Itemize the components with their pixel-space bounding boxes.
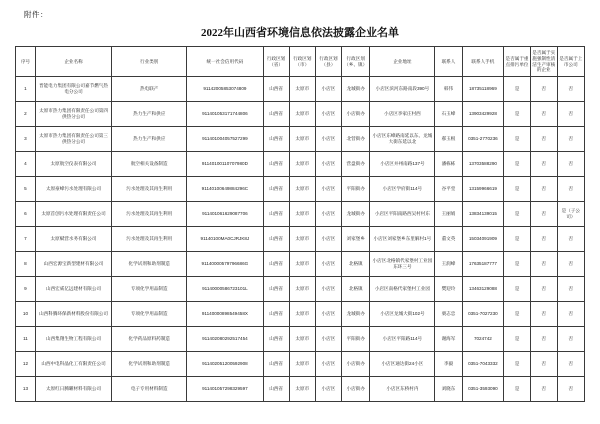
table-cell: 专项化学用品制造 xyxy=(112,277,187,302)
table-cell: 山西省 xyxy=(263,302,289,327)
table-cell: 平阳街办 xyxy=(342,327,370,352)
table-cell: 小店区 xyxy=(315,377,341,402)
table-cell: 17635187777 xyxy=(462,252,504,277)
table-cell: 11 xyxy=(16,327,36,352)
table-cell: 小店区李家庄村西 xyxy=(370,102,435,127)
table-cell: 太原市 xyxy=(289,377,315,402)
table-cell: 王丽娟 xyxy=(435,202,462,227)
table-cell: 911401004057527299 xyxy=(187,127,263,152)
table-cell: 911402080292517454 xyxy=(187,327,263,352)
table-cell: 小店区 xyxy=(315,177,341,202)
table-cell: 否 xyxy=(530,152,557,177)
table-cell: 是（子公司） xyxy=(557,202,584,227)
table-cell: 董文英 xyxy=(435,227,462,252)
table-cell: 否 xyxy=(557,327,584,352)
table-cell: 2 xyxy=(16,102,36,127)
table-cell: 刘家堡乡 xyxy=(342,227,370,252)
table-cell: 热力生产和供应 xyxy=(112,127,187,152)
table-cell: 91142005853074809 xyxy=(187,77,263,102)
table-cell: 是 xyxy=(504,352,531,377)
table-cell: 否 xyxy=(530,352,557,377)
table-cell: 太原首创污水处理有限责任公司 xyxy=(35,202,111,227)
table-cell: 龙城街办 xyxy=(342,77,370,102)
table-cell: 太原市 xyxy=(289,327,315,352)
table-cell: 0351-2770236 xyxy=(462,127,504,152)
table-cell: 山西省 xyxy=(263,227,289,252)
table-cell: 平阳街办 xyxy=(342,177,370,202)
table-cell: 否 xyxy=(557,252,584,277)
header-cell: 行政区划（县） xyxy=(315,47,341,77)
table-cell: 小店区南格代家堡村工业园 xyxy=(370,277,435,302)
table-cell: 1 xyxy=(16,77,36,102)
table-cell: 小店区 xyxy=(315,202,341,227)
header-cell: 是否属于实施强制性清洁生产审核的企业 xyxy=(530,47,557,77)
table-cell: 北格镇 xyxy=(342,277,370,302)
table-cell: 化学试剂和助剂制造 xyxy=(112,352,187,377)
table-cell: 太原市热力集团有限责任公司第四供热分公司 xyxy=(35,102,111,127)
table-header-row xyxy=(16,47,585,77)
table-cell: 是 xyxy=(504,302,531,327)
table-cell: 山西省 xyxy=(263,102,289,127)
table-cell: 6 xyxy=(16,202,36,227)
header-cell: 是否属于上市公司 xyxy=(557,47,584,77)
table-row xyxy=(16,152,585,177)
header-cell: 行政区划（乡、镇） xyxy=(342,47,370,77)
table-cell: 小店区学府街114号 xyxy=(370,177,435,202)
table-cell: 小店区 xyxy=(315,252,341,277)
table-cell: 否 xyxy=(530,202,557,227)
table-cell: 否 xyxy=(530,327,557,352)
table-cell: 0351-3593090 xyxy=(462,377,504,402)
table-cell: 太原市 xyxy=(289,227,315,252)
table-cell: 91140100649884296C xyxy=(187,177,263,202)
table-cell: 否 xyxy=(557,152,584,177)
table-cell: 太原航空仪表有限公司 xyxy=(35,152,111,177)
table-cell: 是 xyxy=(504,102,531,127)
table-cell: 否 xyxy=(530,227,557,252)
table-cell: 91140000898549458X xyxy=(187,302,263,327)
table-cell: 否 xyxy=(530,77,557,102)
table-cell: 91140000586723101L xyxy=(187,277,263,302)
table-cell: 太原市 xyxy=(289,152,315,177)
table-cell: 太原市 xyxy=(289,252,315,277)
table-cell: 太原市 xyxy=(289,277,315,302)
table-cell: 小店区龙城大街102号 xyxy=(370,302,435,327)
table-cell: 潘栋栋 xyxy=(435,152,462,177)
table-cell: 5 xyxy=(16,177,36,202)
table-cell: 小店区并州南路137号 xyxy=(370,152,435,177)
table-row xyxy=(16,102,585,127)
table-cell: 北营街办 xyxy=(342,127,370,152)
enterprise-table xyxy=(15,46,585,402)
attachment-label: 附件： xyxy=(24,10,48,19)
table-cell: 韩伟 xyxy=(435,77,462,102)
table-row xyxy=(16,352,585,377)
table-cell: 否 xyxy=(557,227,584,252)
enterprise-table-container xyxy=(15,46,585,402)
table-cell: 山西省 xyxy=(263,127,289,152)
header-cell: 行业类别 xyxy=(112,47,187,77)
table-cell: 山西省 xyxy=(263,77,289,102)
table-cell: 小店区 xyxy=(315,352,341,377)
table-cell: 13703588290 xyxy=(462,152,504,177)
table-cell: 否 xyxy=(530,177,557,202)
table-cell: 911401061629087706 xyxy=(187,202,263,227)
table-cell: 否 xyxy=(557,302,584,327)
table-cell: 否 xyxy=(530,377,557,402)
table-row xyxy=(16,302,585,327)
table-cell: 是 xyxy=(504,202,531,227)
table-row xyxy=(16,177,585,202)
table-cell: 专项化学用品制造 xyxy=(112,302,187,327)
table-cell: 太原市热力集团有限责任公司第三供热分公司 xyxy=(35,127,111,152)
table-cell: 山西省 xyxy=(263,152,289,177)
table-cell: 否 xyxy=(530,127,557,152)
table-cell: 山西宏源宝新型建材有限公司 xyxy=(35,252,111,277)
table-cell: 15034091909 xyxy=(462,227,504,252)
table-cell: 4 xyxy=(16,152,36,177)
table-cell: 91140000579796686G xyxy=(187,252,263,277)
table-cell: 小店区 xyxy=(315,127,341,152)
table-cell: 小店街办 xyxy=(342,102,370,127)
table-cell: 郝玉根 xyxy=(435,127,462,152)
table-cell: 小店区东桥村内 xyxy=(370,377,435,402)
table-cell: 小店区平阳路114号 xyxy=(370,327,435,352)
table-cell: 否 xyxy=(530,302,557,327)
table-cell: 化学药品原料药制造 xyxy=(112,327,187,352)
table-cell: 91140100110707980D xyxy=(187,152,263,177)
table-cell: 小店区滨河东路南段390号 xyxy=(370,77,435,102)
table-cell: 太原市 xyxy=(289,127,315,152)
header-cell: 序号 xyxy=(16,47,36,77)
table-row xyxy=(16,227,585,252)
table-cell: 13834139015 xyxy=(462,202,504,227)
table-cell: 911401057298329597 xyxy=(187,377,263,402)
table-cell: 8 xyxy=(16,252,36,277)
table-cell: 911402051200592908 xyxy=(187,352,263,377)
table-cell: 小店区 xyxy=(315,77,341,102)
table-cell: 是 xyxy=(504,127,531,152)
table-cell: 18735118969 xyxy=(462,77,504,102)
table-cell: 0351-7043332 xyxy=(462,352,504,377)
table-cell: 污水处理及其再生利用 xyxy=(112,177,187,202)
table-cell: 小店区 xyxy=(315,102,341,127)
table-cell: 小店街办 xyxy=(342,377,370,402)
table-cell: 山西省 xyxy=(263,177,289,202)
table-cell: 0351-7027230 xyxy=(462,302,504,327)
table-cell: 山西省 xyxy=(263,202,289,227)
table-cell: 13463129088 xyxy=(462,277,504,302)
table-cell: 龙城街办 xyxy=(342,302,370,327)
table-cell: 否 xyxy=(530,277,557,302)
table-cell: 小店区 xyxy=(315,302,341,327)
table-cell: 山西省 xyxy=(263,352,289,377)
table-row xyxy=(16,252,585,277)
table-cell: 山西省 xyxy=(263,277,289,302)
table-cell: 小店区北格镇代家堡村工业园东环三号 xyxy=(370,252,435,277)
header-cell: 联系人手机 xyxy=(462,47,504,77)
table-row xyxy=(16,77,585,102)
table-cell: 是 xyxy=(504,377,531,402)
table-cell: 否 xyxy=(557,177,584,202)
table-cell: 山西中电科晶化工有限责任公司 xyxy=(35,352,111,377)
table-cell: 太原市 xyxy=(289,77,315,102)
table-cell: 谷平堂 xyxy=(435,177,462,202)
table-cell: 山西省 xyxy=(263,252,289,277)
table-cell: 山西科腾环保新材料股份有限公司 xyxy=(35,302,111,327)
table-cell: 小店区刘家堡乡东里解村1号 xyxy=(370,227,435,252)
table-row xyxy=(16,377,585,402)
table-cell: 是 xyxy=(504,277,531,302)
table-cell: 911401053171744806 xyxy=(187,102,263,127)
table-cell: 9 xyxy=(16,277,36,302)
table-cell: 小店街办 xyxy=(342,352,370,377)
header-cell: 行政区划（市） xyxy=(289,47,315,77)
table-cell: 否 xyxy=(530,102,557,127)
table-cell: 是 xyxy=(504,227,531,252)
table-cell: 小店区 xyxy=(315,227,341,252)
table-cell: 电子专用材料制造 xyxy=(112,377,187,402)
table-cell: 是 xyxy=(504,152,531,177)
table-cell: 否 xyxy=(557,102,584,127)
table-cell: 山西宏威亿远建材有限公司 xyxy=(35,277,111,302)
table-cell: 污水处理及其再生利用 xyxy=(112,227,187,252)
table-cell: 小店区 xyxy=(315,152,341,177)
table-cell: 热力生产和供应 xyxy=(112,102,187,127)
table-cell: 太原豪峰污水处理有限公司 xyxy=(35,177,111,202)
table-body xyxy=(16,77,585,402)
table-cell: 石玉峰 xyxy=(435,102,462,127)
table-cell: 否 xyxy=(530,252,557,277)
table-row xyxy=(16,202,585,227)
table-cell: 7 xyxy=(16,227,36,252)
table-cell: 小店区 xyxy=(315,277,341,302)
header-cell: 企业地址 xyxy=(370,47,435,77)
table-cell: 热电联产 xyxy=(112,77,187,102)
header-cell: 企业名称 xyxy=(35,47,111,77)
table-cell: 太原赋营水务有限公司 xyxy=(35,227,111,252)
table-cell: 是 xyxy=(504,77,531,102)
table-cell: 山西集翔生物工程有限公司 xyxy=(35,327,111,352)
table-cell: 小店区平阳南路西吴村村东 xyxy=(370,202,435,227)
header-cell: 统一社会信用代码 xyxy=(187,47,263,77)
table-cell: 航空相关设备制造 xyxy=(112,152,187,177)
table-cell: 太原市 xyxy=(289,352,315,377)
table-cell: 否 xyxy=(557,127,584,152)
table-cell: 晋能电力集团有限公司嘉节燃气热电分公司 xyxy=(35,77,111,102)
header-cell: 联系人 xyxy=(435,47,462,77)
table-cell: 小店区通达街24小区 xyxy=(370,352,435,377)
table-cell: 山西省 xyxy=(263,327,289,352)
table-cell: 李毅 xyxy=(435,352,462,377)
table-cell: 刘晓东 xyxy=(435,377,462,402)
table-cell: 10 xyxy=(16,302,36,327)
table-cell: 太原市 xyxy=(289,102,315,127)
table-cell: 龙城街办 xyxy=(342,202,370,227)
table-row xyxy=(16,277,585,302)
table-cell: 否 xyxy=(557,352,584,377)
table-cell: 是 xyxy=(504,327,531,352)
table-cell: 栗志忠 xyxy=(435,302,462,327)
page-title: 2022年山西省环境信息依法披露企业名单 xyxy=(201,27,399,39)
table-cell: 13903429928 xyxy=(462,102,504,127)
table-cell: 北格镇 xyxy=(342,252,370,277)
table-cell: 否 xyxy=(557,277,584,302)
table-cell: 山西省 xyxy=(263,377,289,402)
table-cell: 谢海军 xyxy=(435,327,462,352)
table-cell: 樊迎玲 xyxy=(435,277,462,302)
table-cell: 太原市 xyxy=(289,302,315,327)
table-cell: 是 xyxy=(504,177,531,202)
table-cell: 太原红日腾曜材料有限公司 xyxy=(35,377,111,402)
table-cell: 太原市 xyxy=(289,202,315,227)
table-cell: 营盘街办 xyxy=(342,152,370,177)
table-cell: 小店区 xyxy=(315,327,341,352)
table-cell: 7024742 xyxy=(462,327,504,352)
table-cell: 化学试剂和助剂制造 xyxy=(112,252,187,277)
table-cell: 否 xyxy=(557,77,584,102)
header-cell: 是否属于重点排污单位 xyxy=(504,47,531,77)
table-cell: 污水处理及其再生利用 xyxy=(112,202,187,227)
table-cell: 王润峰 xyxy=(435,252,462,277)
table-cell: 小店区东峰路南延以东、龙城大街东延以北 xyxy=(370,127,435,152)
table-row xyxy=(16,127,585,152)
table-cell: 太原市 xyxy=(289,177,315,202)
table-cell: 12 xyxy=(16,352,36,377)
table-cell: 13159966619 xyxy=(462,177,504,202)
table-cell: 是 xyxy=(504,252,531,277)
table-cell: 3 xyxy=(16,127,36,152)
table-row xyxy=(16,327,585,352)
table-cell: 91140100MA0CJRJK8J xyxy=(187,227,263,252)
table-cell: 13 xyxy=(16,377,36,402)
table-cell: 否 xyxy=(557,377,584,402)
header-cell: 行政区划（省） xyxy=(263,47,289,77)
